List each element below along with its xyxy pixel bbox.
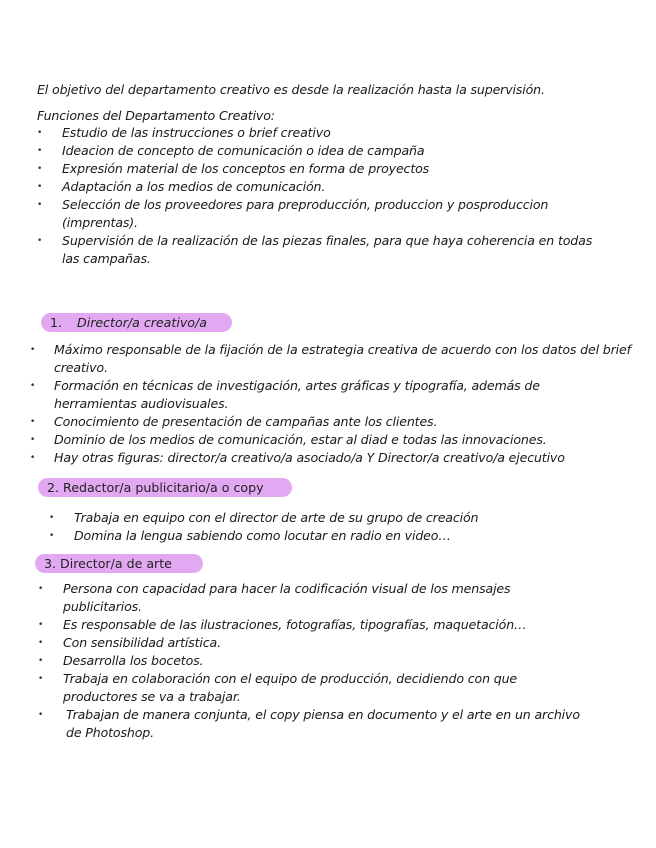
list-item: • Hay otras figuras: director/a creativo/a asociado/a Y Director/a creativo/a ejecutivo bbox=[30, 449, 640, 467]
creative-director-list bbox=[30, 341, 640, 467]
section-heading-art-director: 3. Director/a de arte bbox=[35, 554, 203, 573]
list-item: • Dominio de los medios de comunicación, estar al diad e todas las innovaciones. bbox=[30, 431, 640, 449]
list-item: • Selección de los proveedores para preproducción, produccion y posproduccion (imprentas). bbox=[37, 196, 597, 232]
art-director-list bbox=[38, 580, 598, 742]
list-item: • Trabaja en equipo con el director de arte de su grupo de creación bbox=[49, 509, 609, 527]
functions-list bbox=[37, 124, 627, 268]
list-item: • Domina la lengua sabiendo como locutar en radio en video… bbox=[49, 527, 609, 545]
list-item: • Expresión material de los conceptos en forma de proyectos bbox=[37, 160, 627, 178]
section-heading-copywriter: 2. Redactor/a publicitario/a o copy bbox=[38, 478, 292, 497]
list-item: • Persona con capacidad para hacer la codificación visual de los mensajes publicitarios. bbox=[38, 580, 573, 616]
list-item: • Con sensibilidad artística. bbox=[38, 634, 598, 652]
list-item: • Ideacion de concepto de comunicación o idea de campaña bbox=[37, 142, 627, 160]
list-item: • Máximo responsable de la fijación de la estrategia creativa de acuerdo con los datos del brief creativo. bbox=[30, 341, 640, 377]
list-item: • Estudio de las instrucciones o brief creativo bbox=[37, 124, 627, 142]
list-item: • Conocimiento de presentación de campañas ante los clientes. bbox=[30, 413, 640, 431]
list-item: • Es responsable de las ilustraciones, fotografías, tipografías, maquetación… bbox=[38, 616, 598, 634]
list-item: • Trabajan de manera conjunta, el copy piensa en documento y el arte en un archivo de Photoshop. bbox=[38, 706, 596, 742]
list-item: • Formación en técnicas de investigación, artes gráficas y tipografía, además de herramientas audiovisuales. bbox=[30, 377, 624, 413]
functions-title: Funciones del Departamento Creativo: bbox=[37, 108, 275, 123]
objective-text: El objetivo del departamento creativo es desde la realización hasta la supervisión. bbox=[37, 82, 545, 97]
list-item: • Desarrolla los bocetos. bbox=[38, 652, 598, 670]
list-item: • Trabaja en colaboración con el equipo de producción, decidiendo con que productores se va a trabajar. bbox=[38, 670, 573, 706]
copywriter-list bbox=[49, 509, 609, 545]
list-item: • Adaptación a los medios de comunicación. bbox=[37, 178, 627, 196]
section-heading-creative-director: 1. Director/a creativo/a bbox=[41, 313, 232, 332]
list-item: • Supervisión de la realización de las piezas finales, para que haya coherencia en todas las campañas. bbox=[37, 232, 607, 268]
